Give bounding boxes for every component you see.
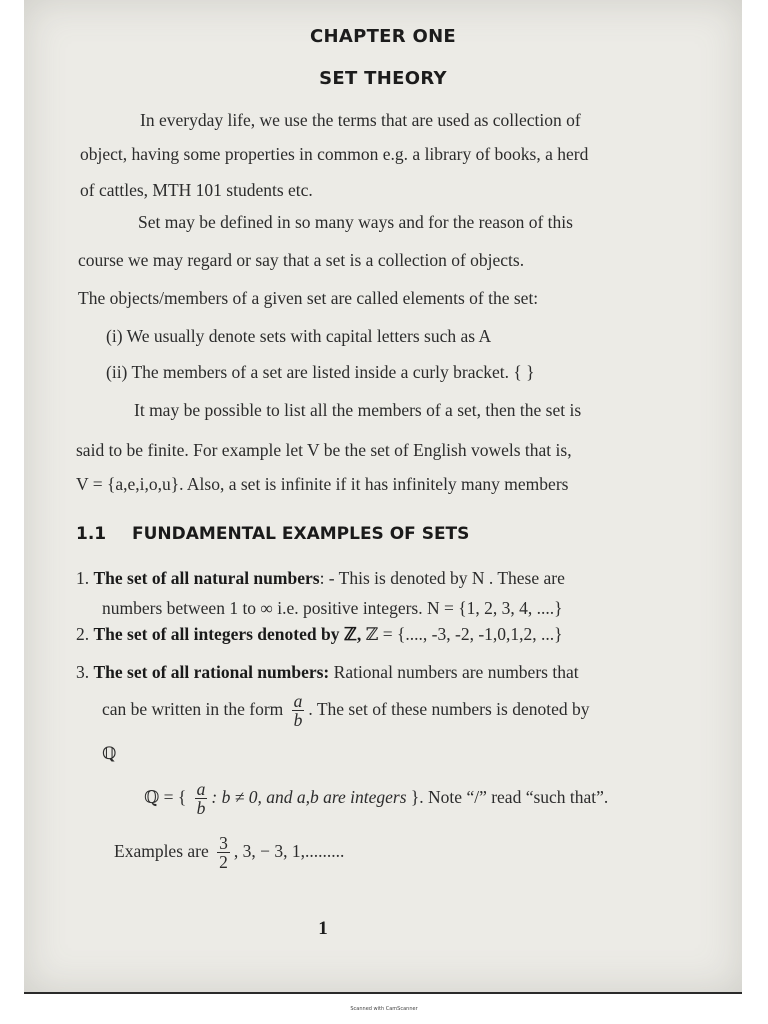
paragraph-line: object, having some properties in common e.g. a library of books, a herd (80, 144, 589, 164)
definition-note: Note “/” read “such that”. (428, 786, 609, 807)
fraction: $\frac{a}{b}$ (196, 779, 206, 819)
list-item-3-line2 (102, 692, 589, 730)
list-text: can be written in the form (102, 698, 284, 719)
page-edge (24, 992, 742, 994)
fraction: $\frac{a}{b}$ (293, 691, 303, 731)
list-number: 1. (76, 568, 90, 588)
paragraph-line: Set may be defined in so many ways and for the reason of this (138, 212, 573, 232)
examples-rest: , 3, − 3, 1,......... (233, 840, 345, 861)
paragraph-line: course we may regard or say that a set is a collection of objects. (78, 250, 525, 270)
paragraph-line: V = {a,e,i,o,u}. Also, a set is infinite if it has infinitely many members (76, 474, 569, 494)
section-number: 1.1 (76, 524, 107, 544)
section-title: FUNDAMENTAL EXAMPLES OF SETS (132, 524, 470, 544)
scanner-watermark: Scanned with CamScanner (350, 1006, 418, 1012)
list-item-3 (76, 662, 579, 683)
paragraph-line: It may be possible to list all the members of a set, then the set is (134, 400, 582, 420)
list-item-1 (76, 568, 565, 589)
document-page (24, 0, 742, 992)
definition-lhs: ℚ = { (144, 786, 187, 807)
list-item-2 (76, 624, 563, 645)
list-bold-text: The set of all rational numbers: (93, 662, 330, 682)
list-item-roman: (i) We usually denote sets with capital letters such as A (106, 326, 492, 346)
list-text: ℤ = {...., -3, -2, -1,0,1,2, ...} (361, 624, 563, 644)
list-text: Rational numbers are numbers that (329, 662, 579, 682)
definition-close: }. (410, 786, 424, 807)
section-heading (76, 524, 469, 544)
examples-label: Examples are (114, 840, 209, 861)
list-item-roman: (ii) The members of a set are listed inside a curly bracket. { } (106, 362, 535, 382)
list-number: 2. (76, 624, 90, 644)
page-number: 1 (318, 918, 328, 939)
paragraph-line: said to be finite. For example let V be the set of English vowels that is, (76, 440, 572, 460)
chapter-title: SET THEORY (319, 68, 447, 89)
chapter-heading: CHAPTER ONE (309, 26, 457, 47)
list-number: 3. (76, 662, 90, 682)
paragraph-line: The objects/members of a given set are called elements of the set: (78, 288, 539, 308)
list-text: . The set of these numbers is denoted by (308, 698, 590, 719)
definition-condition: : b ≠ 0, and a,b are integers (211, 786, 407, 807)
list-item-1-line2: numbers between 1 to ∞ i.e. positive integers. N = {1, 2, 3, 4, ....} (102, 598, 563, 618)
paragraph-line: of cattles, MTH 101 students etc. (80, 180, 313, 200)
rational-symbol: ℚ (102, 744, 117, 764)
examples-line (114, 834, 344, 872)
list-bold-text: The set of all integers denoted by ℤ, (93, 624, 362, 644)
list-bold-text: The set of all natural numbers (93, 568, 320, 588)
fraction: $\frac{3}{2}$ (219, 833, 228, 873)
rational-definition (144, 780, 608, 818)
paragraph-line: In everyday life, we use the terms that are used as collection of (140, 110, 581, 130)
list-text: : - This is denoted by N . These are (319, 568, 565, 588)
